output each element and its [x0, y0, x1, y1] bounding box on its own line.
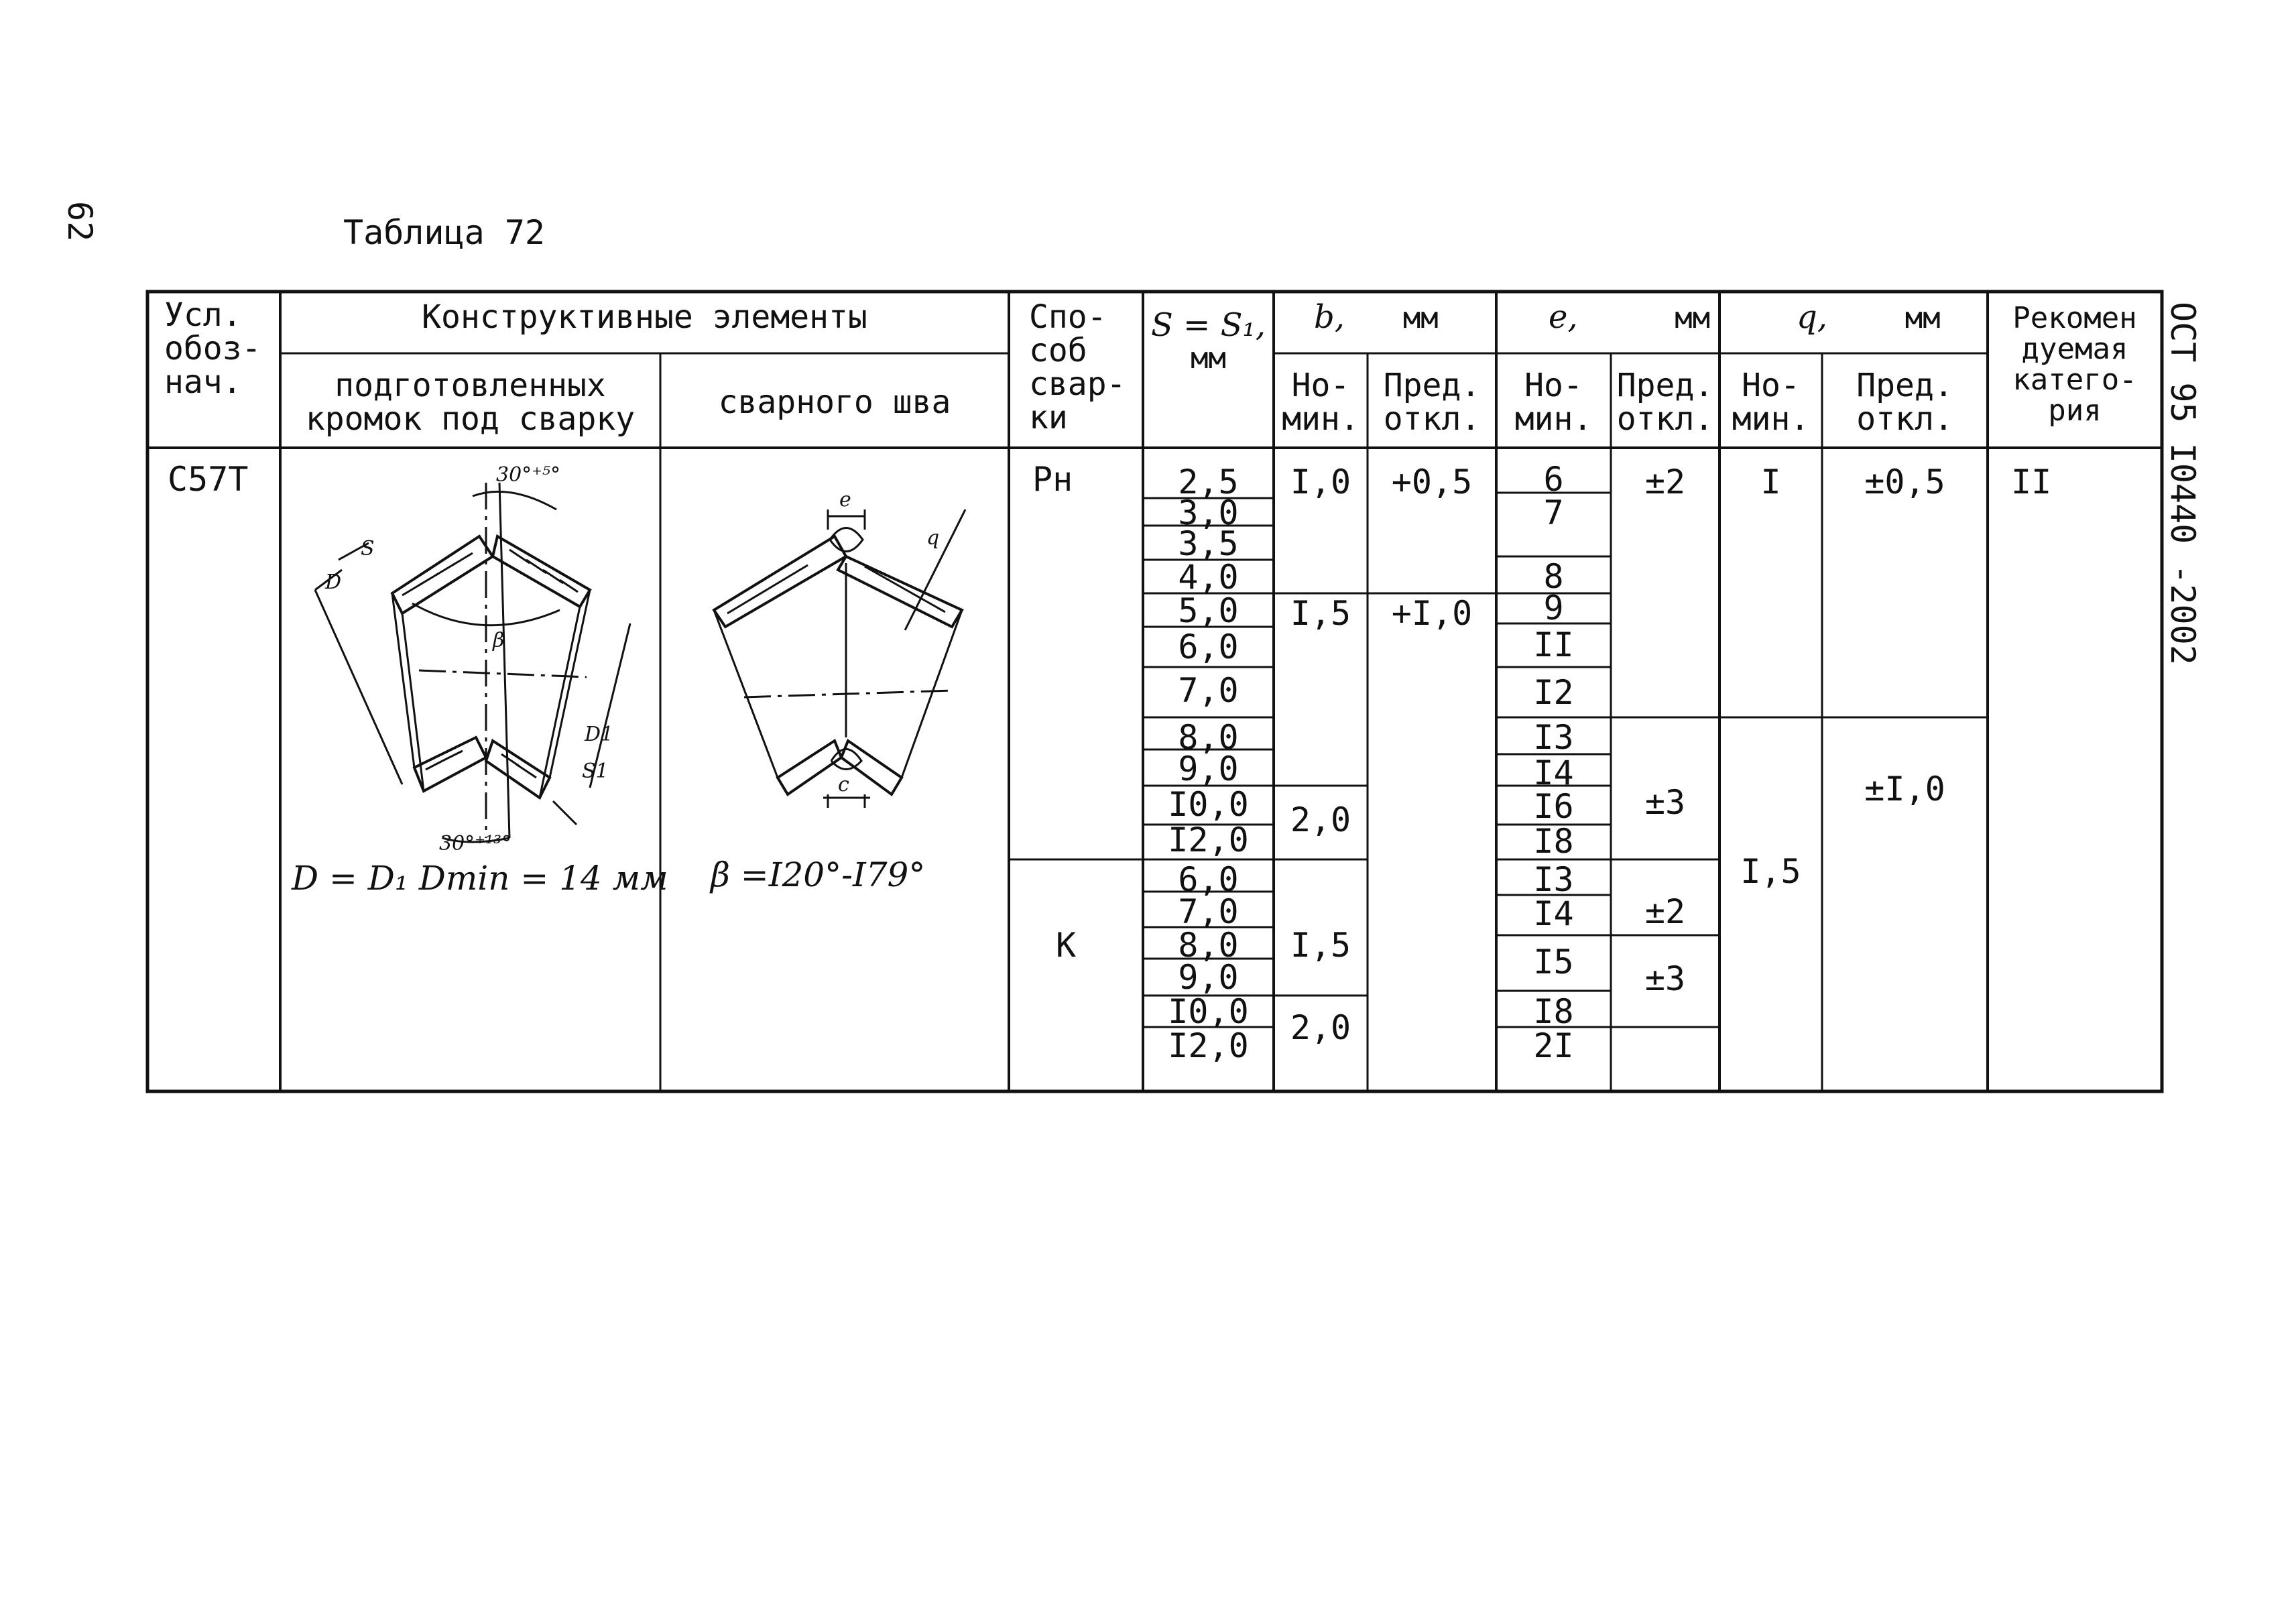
page-number: 62 [60, 201, 99, 242]
drawing-label-angle-bottom: 30°⁺¹³° [439, 832, 512, 855]
b-nominal: I,5 [1290, 594, 1351, 633]
q-deviation: ±0,5 [1864, 463, 1945, 501]
b-nominal: 2,0 [1290, 1008, 1351, 1047]
weld-seam-drawing [714, 509, 965, 808]
thickness-value: 3,0 [1178, 493, 1239, 532]
thickness-value: I0,0 [1168, 992, 1249, 1031]
category-value: II [2011, 463, 2052, 501]
drawing-label-q: q [926, 526, 940, 550]
header-b-unit: мм [1402, 301, 1439, 335]
e-nominal: I3 [1533, 718, 1574, 757]
header-recommended: Рекомен дуемая катего- рия [2012, 301, 2137, 428]
thickness-value: 5,0 [1178, 591, 1239, 630]
thickness-value: 7,0 [1178, 892, 1239, 931]
e-nominal: II [1533, 625, 1574, 664]
prepared-formula: D = D₁ Dmin = 14 мм [292, 859, 668, 898]
e-deviation: ±2 [1644, 463, 1686, 501]
thickness-value: 4,0 [1178, 558, 1239, 597]
e-deviation: ±3 [1644, 959, 1686, 998]
thickness-value: 6,0 [1178, 860, 1239, 899]
header-e-nominal: Но- мин. [1514, 367, 1593, 438]
b-nominal: 2,0 [1290, 800, 1351, 839]
drawing-label-d: D [325, 570, 342, 594]
drawing-label-beta-1: β [493, 629, 505, 652]
q-nominal: I [1760, 463, 1781, 501]
thickness-value: 9,0 [1178, 958, 1239, 997]
drawing-label-angle-top: 30°⁺⁵° [496, 463, 561, 487]
e-deviation: ±2 [1644, 892, 1686, 931]
e-nominal: I3 [1533, 860, 1574, 899]
thickness-value: 9,0 [1178, 749, 1239, 788]
header-e [1549, 300, 1710, 335]
method-rn: Рн [1032, 460, 1073, 499]
e-nominal: 8 [1543, 557, 1564, 596]
header-q-label: q, [1797, 298, 1827, 336]
b-deviation: +I,0 [1391, 594, 1473, 633]
header-q-deviation: Пред. откл. [1856, 367, 1953, 438]
drawing-label-s1: S1 [582, 760, 609, 783]
table-caption: Таблица 72 [343, 213, 546, 252]
header-b [1314, 300, 1439, 335]
thickness-value: 6,0 [1178, 627, 1239, 666]
thickness-value: I2,0 [1168, 821, 1249, 859]
designation-value: С57Т [168, 460, 249, 499]
header-weld-seam: сварного шва [718, 383, 951, 421]
header-q-unit: мм [1905, 301, 1941, 335]
b-nominal: I,0 [1290, 463, 1351, 501]
seam-formula: β =I20°-I79° [711, 855, 926, 894]
header-q-nominal: Но- мин. [1732, 367, 1810, 438]
e-nominal: I4 [1533, 894, 1574, 933]
header-b-label: b, [1314, 298, 1345, 336]
header-e-label: e, [1549, 298, 1578, 336]
thickness-value: 8,0 [1178, 926, 1239, 965]
b-deviation: +0,5 [1391, 463, 1473, 501]
header-b-deviation: Пред. откл. [1383, 367, 1481, 438]
thickness-value: 8,0 [1178, 718, 1239, 757]
header-q [1797, 300, 1941, 335]
header-designation: Усл. обоз- нач. [164, 296, 261, 401]
e-nominal: 7 [1543, 493, 1564, 532]
e-nominal: I6 [1533, 787, 1574, 826]
e-nominal: I2 [1533, 673, 1574, 712]
thickness-value: 3,5 [1178, 524, 1239, 563]
header-e-unit: мм [1675, 301, 1711, 335]
e-nominal: I8 [1533, 992, 1574, 1031]
e-nominal: I4 [1533, 754, 1574, 792]
method-k: К [1056, 926, 1077, 965]
e-nominal: I8 [1533, 822, 1574, 861]
header-prepared-edges: подготовленных кромок под сварку [305, 367, 636, 438]
header-thickness: S = S₁, мм [1151, 306, 1266, 375]
q-nominal: I,5 [1740, 852, 1801, 891]
drawing-label-s: S [361, 537, 375, 560]
header-b-nominal: Но- мин. [1282, 367, 1360, 438]
header-method: Спо- соб свар- ки [1029, 298, 1126, 436]
e-nominal: I5 [1533, 943, 1574, 981]
drawing-label-c: c [838, 773, 849, 796]
e-nominal: 6 [1543, 460, 1564, 499]
b-nominal: I,5 [1290, 926, 1351, 965]
drawing-label-d1: D1 [585, 723, 614, 746]
thickness-value: I0,0 [1168, 785, 1249, 824]
q-deviation: ±I,0 [1864, 770, 1945, 808]
thickness-value: 7,0 [1178, 671, 1239, 710]
e-nominal: 9 [1543, 589, 1564, 627]
thickness-value: I2,0 [1168, 1026, 1249, 1065]
thickness-value: 2,5 [1178, 463, 1239, 501]
e-deviation: ±3 [1644, 783, 1686, 822]
standard-code: ОСТ 95 I0440 -2002 [2163, 302, 2202, 665]
drawing-label-e: e [839, 488, 851, 512]
header-construct-elements: Конструктивные элементы [422, 298, 867, 336]
header-e-deviation: Пред. откл. [1616, 367, 1714, 438]
e-nominal: 2I [1533, 1026, 1574, 1065]
